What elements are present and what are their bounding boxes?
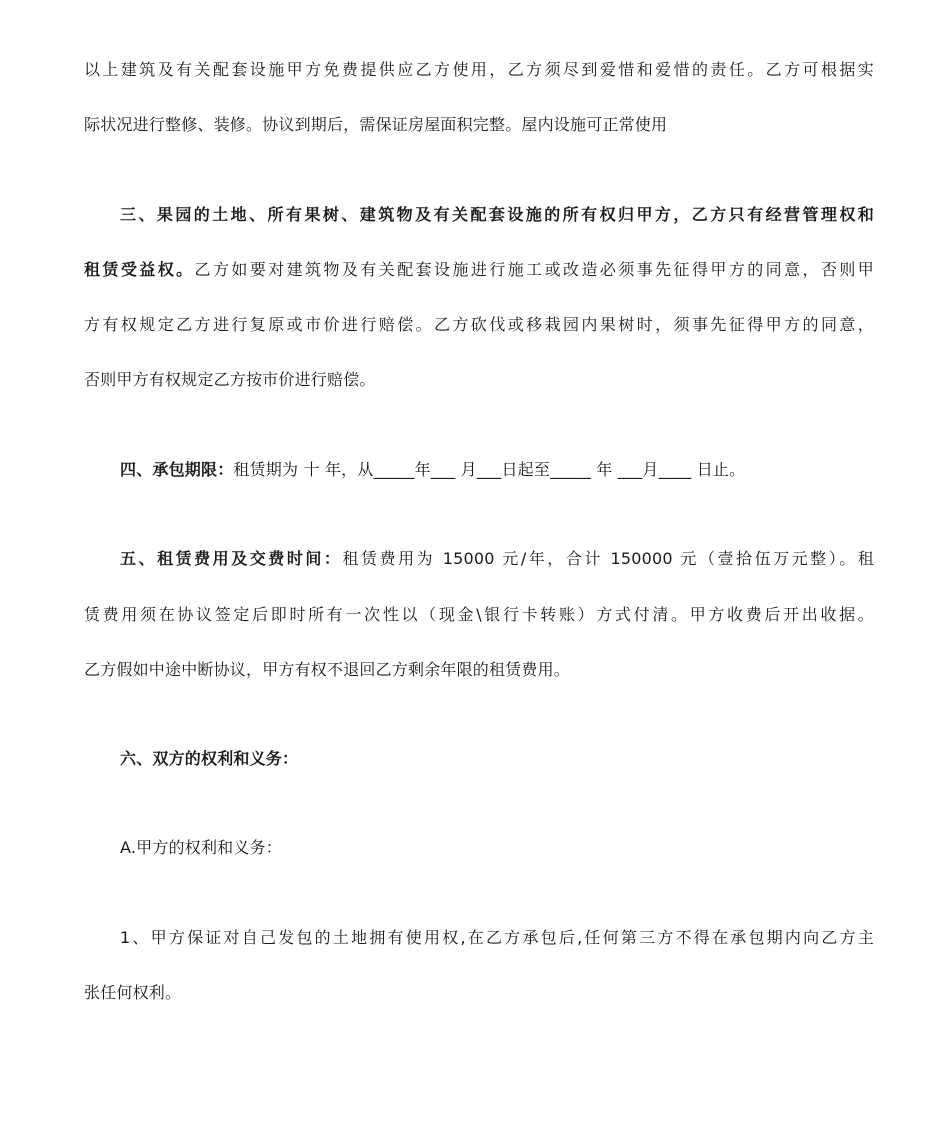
clause-6-item-1-line-2: 张任何权利。: [84, 983, 182, 1002]
clause-3-heading-part-2: 租赁受益权。: [84, 260, 195, 279]
clause-3-line-2: [84, 259, 874, 281]
clause-3-line-3: 方有权规定乙方进行复原或市价进行赔偿。乙方砍伐或移栽园内果树时，须事先征得甲方的同意，: [84, 315, 874, 334]
facilities-paragraph-line-2: 际状况进行整修、装修。协议到期后，需保证房屋面积完整。屋内设施可正常使用: [84, 115, 668, 134]
facilities-paragraph-line-1: 以上建筑及有关配套设施甲方免费提供应乙方使用，乙方须尽到爱惜和爱惜的责任。乙方可根据实: [84, 60, 874, 79]
clause-4-line: [120, 459, 874, 481]
clause-3-line-4: 否则甲方有权规定乙方按市价进行赔偿。: [84, 370, 376, 389]
clause-5-line-2: 赁费用须在协议签定后即时所有一次性以（现金\银行卡转账）方式付清。甲方收费后开出收据。: [84, 605, 874, 624]
clause-6-sub-a: A.甲方的权利和义务：: [120, 838, 282, 857]
clause-3-heading-line-1: 三、果园的土地、所有果树、建筑物及有关配套设施的所有权归甲方，乙方只有经营管理权和: [120, 205, 874, 224]
clause-4-text: 租赁期为 十 年，从_____年___ 月___日起至_____ 年 ___月____ 日止。: [233, 460, 746, 479]
clause-5-heading: 五、租赁费用及交费时间：: [120, 549, 343, 568]
clause-4-heading: 四、承包期限：: [120, 460, 234, 479]
clause-6-item-1-line-1: 1、甲方保证对自己发包的土地拥有使用权,在乙方承包后,任何第三方不得在承包期内向乙方主: [120, 928, 874, 947]
clause-5-line-3: 乙方假如中途中断协议，甲方有权不退回乙方剩余年限的租赁费用。: [84, 660, 571, 679]
clause-5-line-1-text: 租赁费用为 15000 元/年，合计 150000 元（壹拾伍万元整）。租: [342, 549, 874, 568]
clause-3-line-2-text: 乙方如要对建筑物及有关配套设施进行施工或改造必须事先征得甲方的同意，否则甲: [194, 260, 874, 279]
clause-5-line-1: [120, 548, 874, 570]
clause-6-heading: 六、双方的权利和义务：: [120, 749, 299, 768]
